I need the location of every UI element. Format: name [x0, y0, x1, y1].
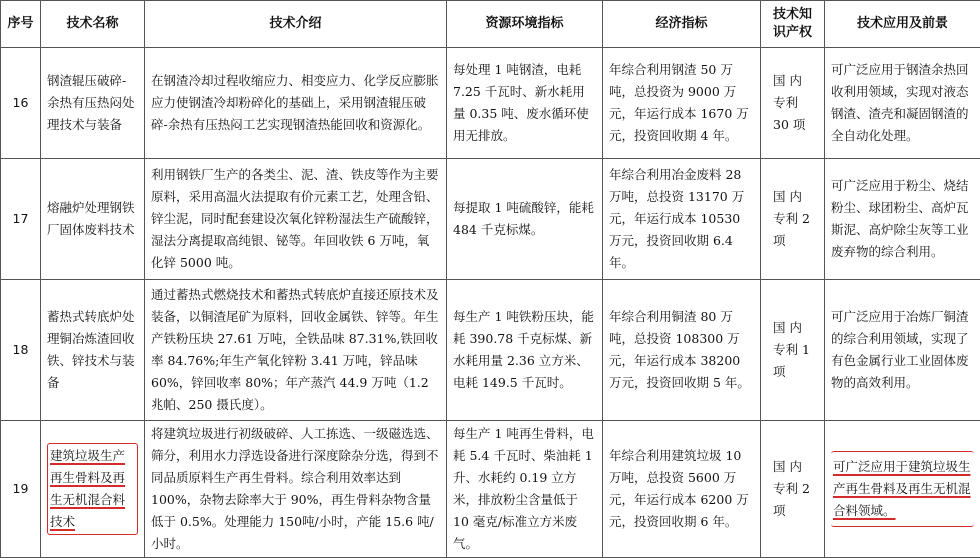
row-ip — [761, 421, 825, 558]
row-env-text: 每生产 1 吨再生骨料，电耗 5.4 千瓦时、柴油耗 1 升、水耗约 0.19 立方米，排放粉尘含量低于 10 毫克/标准立方米废气。 — [447, 421, 602, 557]
row-econ-text: 年综合利用铜渣 80 万吨，总投资 108300 万元，年运行成本 38200 万元，投资回收期 5 年。 — [603, 304, 760, 396]
row-no: 16 — [1, 48, 41, 159]
row-env — [447, 159, 603, 280]
header-env: 资源环境指标 — [447, 1, 603, 48]
row-app-text: 可广泛应用于粉尘、烧结粉尘、球团粉尘、高炉瓦斯泥、高炉除尘灰等工业废弃物的综合利用。 — [825, 173, 980, 265]
row-name — [41, 48, 145, 159]
row-env-text: 每提取 1 吨硫酸锌，能耗 484 千克标煤。 — [447, 195, 602, 243]
row-env — [447, 280, 603, 421]
row-ip — [761, 159, 825, 280]
highlighted-application: 可广泛应用于建筑垃圾生产再生骨料及再生无机混合料领域。 — [831, 451, 974, 527]
table-row — [1, 421, 980, 558]
row-econ-text: 年综合利用钢渣 50 万吨，总投资为 9000 万元，年运行成本 1670 万元，投资回收期 4 年。 — [603, 57, 760, 149]
highlighted-tech-name: 建筑垃圾生产再生骨料及再生无机混合料技术 — [47, 443, 138, 535]
table-row — [1, 159, 980, 280]
row-env-text: 每处理 1 吨钢渣，电耗 7.25 千瓦时、新水耗用量 0.35 吨、废水循环使用无排放。 — [447, 57, 602, 149]
row-ip-text: 国 内 专利 2 项 — [761, 454, 824, 524]
row-name — [41, 280, 145, 421]
header-name: 技术名称 — [41, 1, 145, 48]
row-econ — [603, 159, 761, 280]
row-econ-text: 年综合利用建筑垃圾 10 万吨，总投资 5600 万元，年运行成本 6200 万元，投资回收期 6 年。 — [603, 443, 760, 535]
row-econ — [603, 280, 761, 421]
row-no: 19 — [1, 421, 41, 558]
row-ip-text: 国 内 专利 2 项 — [761, 184, 824, 254]
header-econ: 经济指标 — [603, 1, 761, 48]
header-ip-line2: 识产权 — [773, 25, 812, 40]
row-ip-text: 国 内 专利 30 项 — [761, 68, 824, 138]
row-econ — [603, 48, 761, 159]
row-app — [825, 159, 980, 280]
row-intro-text: 通过蓄热式燃烧技术和蓄热式转底炉直接还原技术及装备，以铜渣尾矿为原料，回收金属铁、锌等。年生产铁粉压块 27.61 万吨，全铁品味 87.31%,铁回收率 84.76%;年生产氧化锌粉 3.41 万吨，锌品味 60%，锌回收率 80%；年产蒸汽 44.9 万吨（1.2 兆帕、250 摄氏度）。 — [145, 282, 446, 418]
row-no: 17 — [1, 159, 41, 280]
row-intro — [145, 280, 447, 421]
row-app — [825, 48, 980, 159]
row-intro — [145, 48, 447, 159]
row-ip — [761, 280, 825, 421]
table-row — [1, 48, 980, 159]
header-no: 序号 — [1, 1, 41, 48]
header-ip — [761, 1, 825, 48]
row-app-text: 可广泛应用于冶炼厂铜渣的综合利用领域，实现了有色金属行业工业固体废物的高效利用。 — [825, 304, 980, 396]
row-app — [825, 421, 980, 558]
row-intro-text: 利用钢铁厂生产的各类尘、泥、渣、铁皮等作为主要原料，采用高温火法提取有价元素工艺，处理含铅、锌尘泥，同时配套建设次氧化锌粉湿法生产硫酸锌，湿法分离提取高纯银、铋等。年回收铁 6 万吨，氧化锌 5000 吨。 — [145, 162, 446, 276]
row-name — [41, 421, 145, 558]
row-name-text: 熔融炉处理钢铁厂固体废料技术 — [41, 195, 144, 243]
row-intro-text: 在钢渣冷却过程收缩应力、相变应力、化学反应膨胀应力使钢渣冷却粉碎化的基础上，采用钢渣辊压破碎-余热有压热闷工艺实现钢渣热能回收和资源化。 — [145, 68, 446, 138]
header-ip-line1: 技术知 — [773, 7, 812, 22]
row-intro — [145, 421, 447, 558]
row-app-text: 可广泛应用于钢渣余热回收利用领域，实现对液态钢渣、渣壳和凝固钢渣的全自动化处理。 — [825, 57, 980, 149]
row-no: 18 — [1, 280, 41, 421]
row-env — [447, 421, 603, 558]
row-env — [447, 48, 603, 159]
row-name-text: 蓄热式转底炉处理铜冶炼渣回收铁、锌技术与装备 — [41, 304, 144, 396]
row-intro-text: 将建筑垃圾进行初级破碎、人工拣选、一级磁选选、筛分，利用水力浮选设备进行深度除杂分选，得到不同品质原料生产再生骨料。综合利用效率达到 100%，杂物去除率大于 90%，再生骨料杂物含量低于 0.5%。处理能力 150吨/小时，产能 15.6 吨/小时。 — [145, 421, 446, 557]
header-app: 技术应用及前景 — [825, 1, 980, 48]
row-name-text: 钢渣辊压破碎-余热有压热闷处理技术与装备 — [41, 68, 144, 138]
header-intro: 技术介绍 — [145, 1, 447, 48]
row-name — [41, 159, 145, 280]
table-row — [1, 280, 980, 421]
row-ip — [761, 48, 825, 159]
row-app — [825, 280, 980, 421]
row-intro — [145, 159, 447, 280]
row-ip-text: 国 内 专利 1 项 — [761, 315, 824, 385]
row-econ-text: 年综合利用冶金废料 28 万吨，总投资 13170 万元，年运行成本 10530 万元，投资回收期 6.4 年。 — [603, 162, 760, 276]
row-env-text: 每生产 1 吨铁粉压块，能耗 390.78 千克标煤、新水耗用量 2.36 立方米、电耗 149.5 千瓦时。 — [447, 304, 602, 396]
row-econ — [603, 421, 761, 558]
table-header-row — [1, 1, 980, 48]
